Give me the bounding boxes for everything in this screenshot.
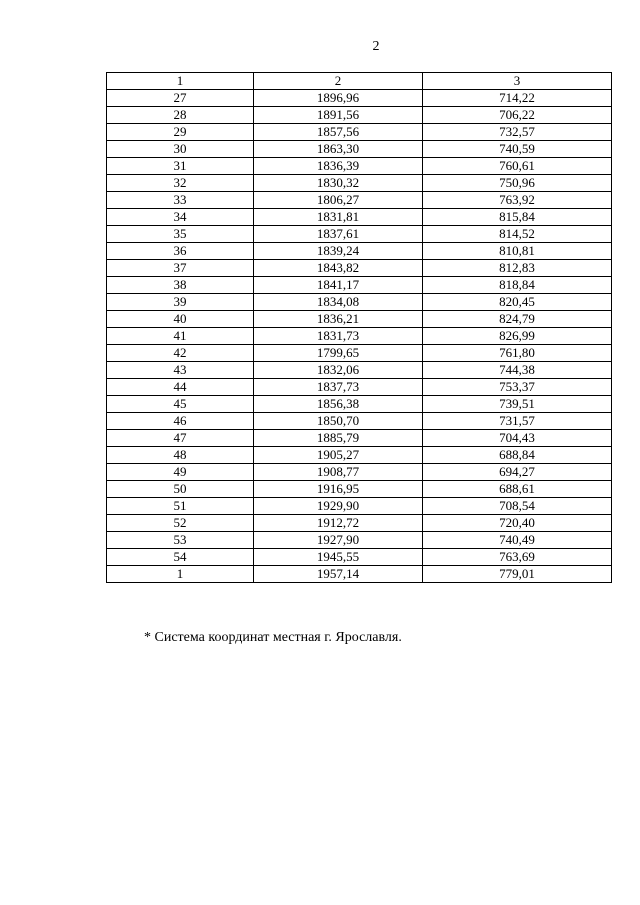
y-coordinate-cell: 720,40 (423, 515, 612, 532)
y-coordinate-cell: 739,51 (423, 396, 612, 413)
point-number-cell: 51 (107, 498, 254, 515)
point-number-cell: 40 (107, 311, 254, 328)
point-number-cell: 29 (107, 124, 254, 141)
x-coordinate-cell: 1957,14 (254, 566, 423, 583)
table-row (107, 481, 612, 498)
y-coordinate-cell: 708,54 (423, 498, 612, 515)
table-header-cell: 3 (423, 73, 612, 90)
y-coordinate-cell: 694,27 (423, 464, 612, 481)
x-coordinate-cell: 1896,96 (254, 90, 423, 107)
y-coordinate-cell: 688,61 (423, 481, 612, 498)
table-row (107, 311, 612, 328)
point-number-cell: 31 (107, 158, 254, 175)
table-row (107, 532, 612, 549)
point-number-cell: 30 (107, 141, 254, 158)
table-row (107, 192, 612, 209)
x-coordinate-cell: 1912,72 (254, 515, 423, 532)
table-body (107, 90, 612, 583)
point-number-cell: 38 (107, 277, 254, 294)
table-row (107, 362, 612, 379)
table-header-cell: 2 (254, 73, 423, 90)
x-coordinate-cell: 1856,38 (254, 396, 423, 413)
x-coordinate-cell: 1857,56 (254, 124, 423, 141)
table-row (107, 379, 612, 396)
point-number-cell: 53 (107, 532, 254, 549)
y-coordinate-cell: 763,69 (423, 549, 612, 566)
x-coordinate-cell: 1929,90 (254, 498, 423, 515)
x-coordinate-cell: 1891,56 (254, 107, 423, 124)
x-coordinate-cell: 1945,55 (254, 549, 423, 566)
point-number-cell: 54 (107, 549, 254, 566)
x-coordinate-cell: 1834,08 (254, 294, 423, 311)
y-coordinate-cell: 779,01 (423, 566, 612, 583)
point-number-cell: 27 (107, 90, 254, 107)
table-row (107, 107, 612, 124)
point-number-cell: 52 (107, 515, 254, 532)
x-coordinate-cell: 1843,82 (254, 260, 423, 277)
y-coordinate-cell: 760,61 (423, 158, 612, 175)
point-number-cell: 45 (107, 396, 254, 413)
table-row (107, 345, 612, 362)
table-row (107, 396, 612, 413)
table-row (107, 226, 612, 243)
point-number-cell: 1 (107, 566, 254, 583)
point-number-cell: 34 (107, 209, 254, 226)
point-number-cell: 36 (107, 243, 254, 260)
y-coordinate-cell: 814,52 (423, 226, 612, 243)
table-row (107, 175, 612, 192)
table-row (107, 515, 612, 532)
y-coordinate-cell: 818,84 (423, 277, 612, 294)
y-coordinate-cell: 810,81 (423, 243, 612, 260)
point-number-cell: 49 (107, 464, 254, 481)
y-coordinate-cell: 744,38 (423, 362, 612, 379)
y-coordinate-cell: 706,22 (423, 107, 612, 124)
table-row (107, 498, 612, 515)
y-coordinate-cell: 704,43 (423, 430, 612, 447)
x-coordinate-cell: 1836,21 (254, 311, 423, 328)
y-coordinate-cell: 820,45 (423, 294, 612, 311)
x-coordinate-cell: 1841,17 (254, 277, 423, 294)
table-row (107, 430, 612, 447)
x-coordinate-cell: 1836,39 (254, 158, 423, 175)
y-coordinate-cell: 753,37 (423, 379, 612, 396)
table-row (107, 549, 612, 566)
x-coordinate-cell: 1831,73 (254, 328, 423, 345)
table-header-cell: 1 (107, 73, 254, 90)
table-row (107, 566, 612, 583)
y-coordinate-cell: 824,79 (423, 311, 612, 328)
x-coordinate-cell: 1830,32 (254, 175, 423, 192)
y-coordinate-cell: 688,84 (423, 447, 612, 464)
point-number-cell: 47 (107, 430, 254, 447)
x-coordinate-cell: 1832,06 (254, 362, 423, 379)
table-row (107, 277, 612, 294)
table-row (107, 124, 612, 141)
point-number-cell: 41 (107, 328, 254, 345)
table-row (107, 464, 612, 481)
x-coordinate-cell: 1831,81 (254, 209, 423, 226)
table-row (107, 413, 612, 430)
y-coordinate-cell: 731,57 (423, 413, 612, 430)
point-number-cell: 42 (107, 345, 254, 362)
y-coordinate-cell: 826,99 (423, 328, 612, 345)
table-row (107, 328, 612, 345)
x-coordinate-cell: 1837,61 (254, 226, 423, 243)
point-number-cell: 28 (107, 107, 254, 124)
point-number-cell: 39 (107, 294, 254, 311)
y-coordinate-cell: 750,96 (423, 175, 612, 192)
point-number-cell: 37 (107, 260, 254, 277)
x-coordinate-cell: 1806,27 (254, 192, 423, 209)
table-row (107, 243, 612, 260)
x-coordinate-cell: 1799,65 (254, 345, 423, 362)
point-number-cell: 32 (107, 175, 254, 192)
table-header-row (107, 73, 612, 90)
point-number-cell: 50 (107, 481, 254, 498)
table-row (107, 260, 612, 277)
table-row (107, 294, 612, 311)
x-coordinate-cell: 1927,90 (254, 532, 423, 549)
y-coordinate-cell: 740,59 (423, 141, 612, 158)
footnote: * Система координат местная г. Ярославля. (144, 630, 402, 645)
point-number-cell: 33 (107, 192, 254, 209)
point-number-cell: 48 (107, 447, 254, 464)
point-number-cell: 44 (107, 379, 254, 396)
table-row (107, 447, 612, 464)
x-coordinate-cell: 1908,77 (254, 464, 423, 481)
y-coordinate-cell: 740,49 (423, 532, 612, 549)
x-coordinate-cell: 1863,30 (254, 141, 423, 158)
x-coordinate-cell: 1885,79 (254, 430, 423, 447)
table-row (107, 141, 612, 158)
table-row (107, 209, 612, 226)
y-coordinate-cell: 815,84 (423, 209, 612, 226)
x-coordinate-cell: 1850,70 (254, 413, 423, 430)
x-coordinate-cell: 1839,24 (254, 243, 423, 260)
y-coordinate-cell: 763,92 (423, 192, 612, 209)
coordinates-table (106, 72, 612, 583)
point-number-cell: 46 (107, 413, 254, 430)
point-number-cell: 43 (107, 362, 254, 379)
y-coordinate-cell: 761,80 (423, 345, 612, 362)
y-coordinate-cell: 732,57 (423, 124, 612, 141)
table-row (107, 90, 612, 107)
table-row (107, 158, 612, 175)
x-coordinate-cell: 1905,27 (254, 447, 423, 464)
y-coordinate-cell: 812,83 (423, 260, 612, 277)
point-number-cell: 35 (107, 226, 254, 243)
y-coordinate-cell: 714,22 (423, 90, 612, 107)
x-coordinate-cell: 1837,73 (254, 379, 423, 396)
page-number: 2 (372, 39, 380, 54)
x-coordinate-cell: 1916,95 (254, 481, 423, 498)
